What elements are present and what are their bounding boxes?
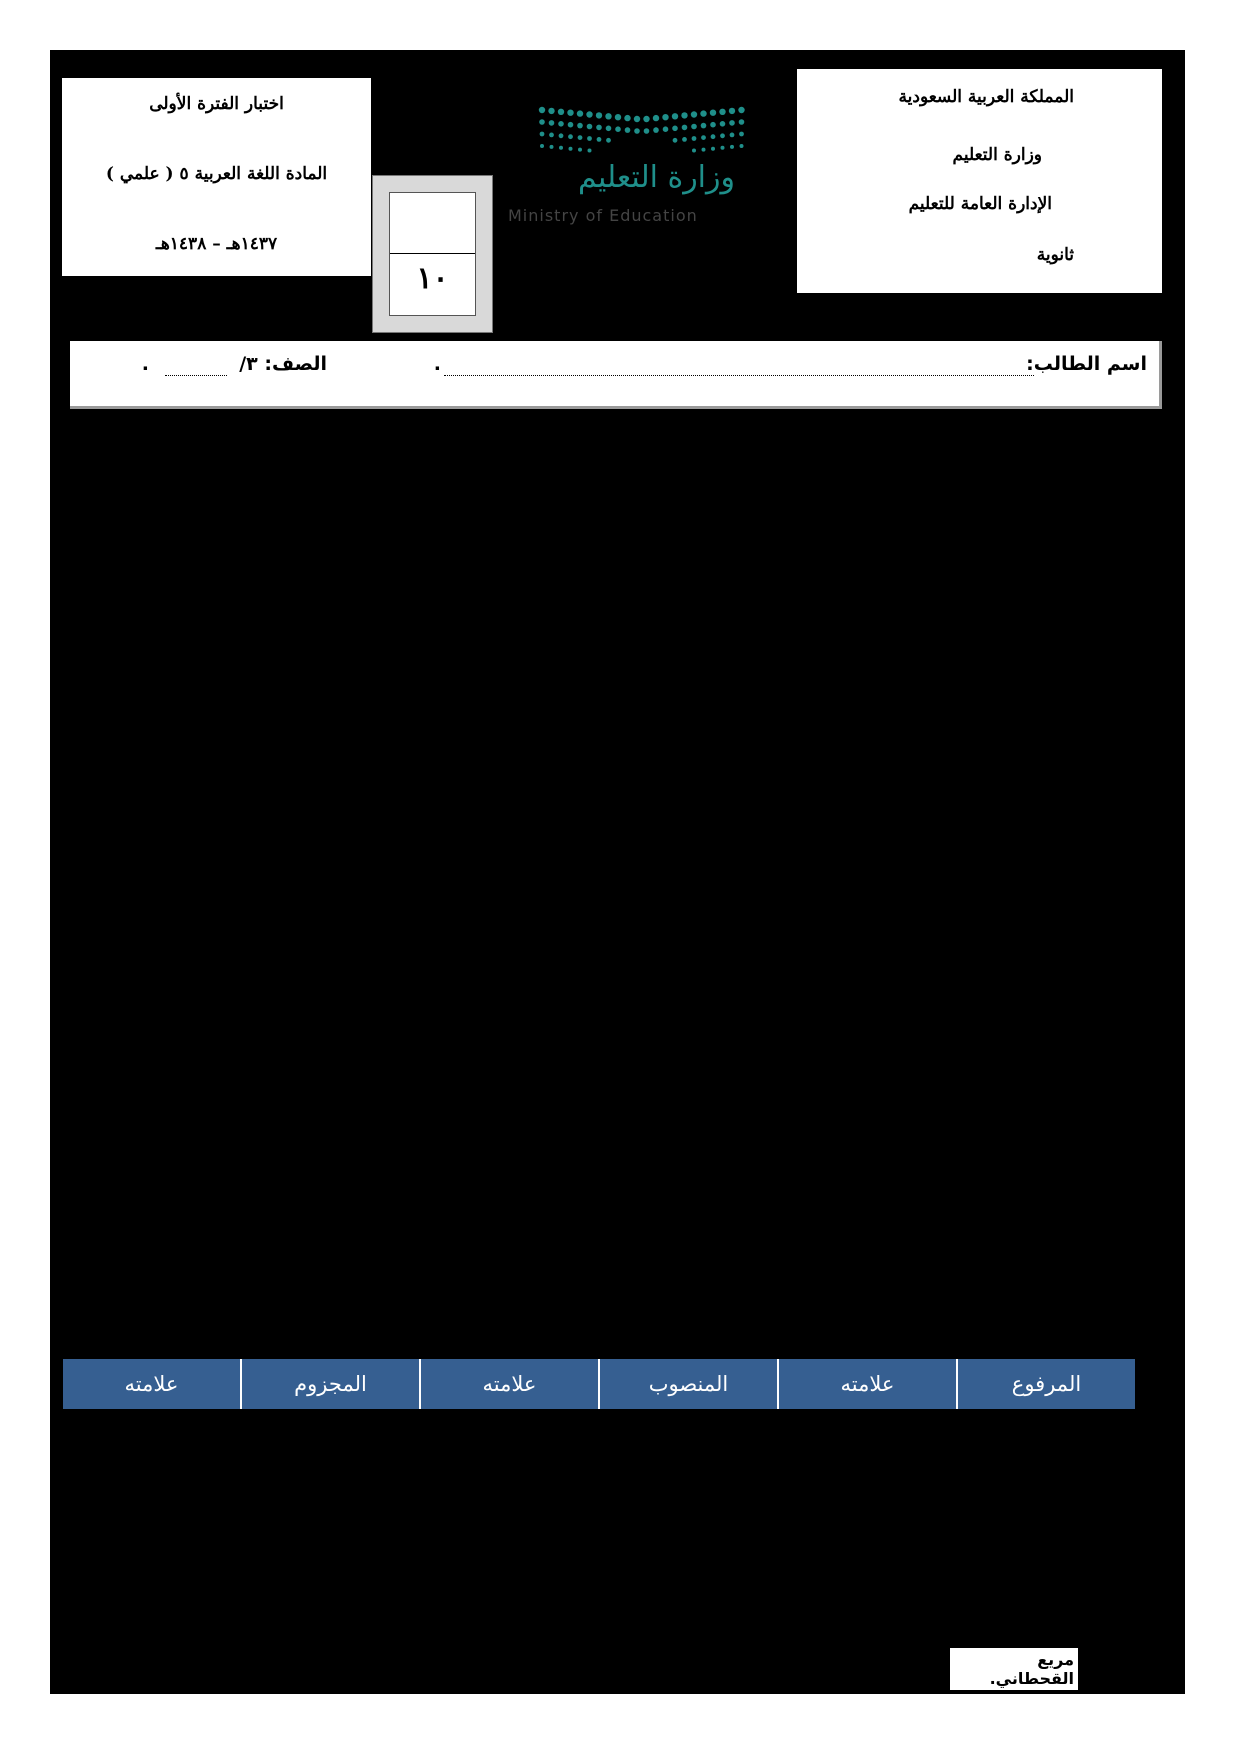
grade-inner [389, 192, 476, 316]
grammar-table-header [63, 1359, 1135, 1409]
table-header-cell: علامته [777, 1359, 956, 1409]
grade-value: ١٠ [416, 261, 449, 296]
logo-dots-icon [500, 100, 780, 160]
year-label: ١٤٣٧هـ – ١٤٣٨هـ [155, 234, 278, 254]
logo-arabic-text: وزارة التعليم [577, 160, 735, 195]
table-header-cell: المنصوب [598, 1359, 777, 1409]
ministry-logo [500, 100, 780, 240]
student-info-row [70, 341, 1162, 409]
table-header-cell: المرفوع [956, 1359, 1135, 1409]
school-label: ثانوية [1036, 245, 1074, 265]
table-header-cell: علامته [63, 1359, 240, 1409]
kingdom-label: المملكة العربية السعودية [898, 87, 1074, 107]
header-right-box [797, 69, 1162, 293]
teacher-signature: مريع القحطاني. [950, 1648, 1078, 1690]
grade-box [372, 175, 493, 333]
ministry-label: وزارة التعليم [952, 145, 1042, 165]
directorate-label: الإدارة العامة للتعليم [908, 194, 1052, 214]
student-name-end: . [433, 353, 441, 375]
class-field[interactable] [165, 355, 227, 376]
class-end: . [141, 353, 149, 375]
header-left-box [62, 78, 371, 276]
exam-title: اختبار الفترة الأولى [149, 94, 284, 114]
logo-english-text: Ministry of Education [508, 206, 698, 225]
page-frame [50, 50, 1185, 1694]
table-header-cell: علامته [419, 1359, 598, 1409]
class-label: الصف: ٣/ [239, 353, 327, 375]
student-name-label: اسم الطالب: [1026, 353, 1147, 375]
table-header-cell: المجزوم [240, 1359, 419, 1409]
subject-label: المادة اللغة العربية ٥ ( علمي ) [105, 164, 328, 184]
grade-divider [390, 253, 475, 254]
student-name-field[interactable] [444, 355, 1034, 376]
